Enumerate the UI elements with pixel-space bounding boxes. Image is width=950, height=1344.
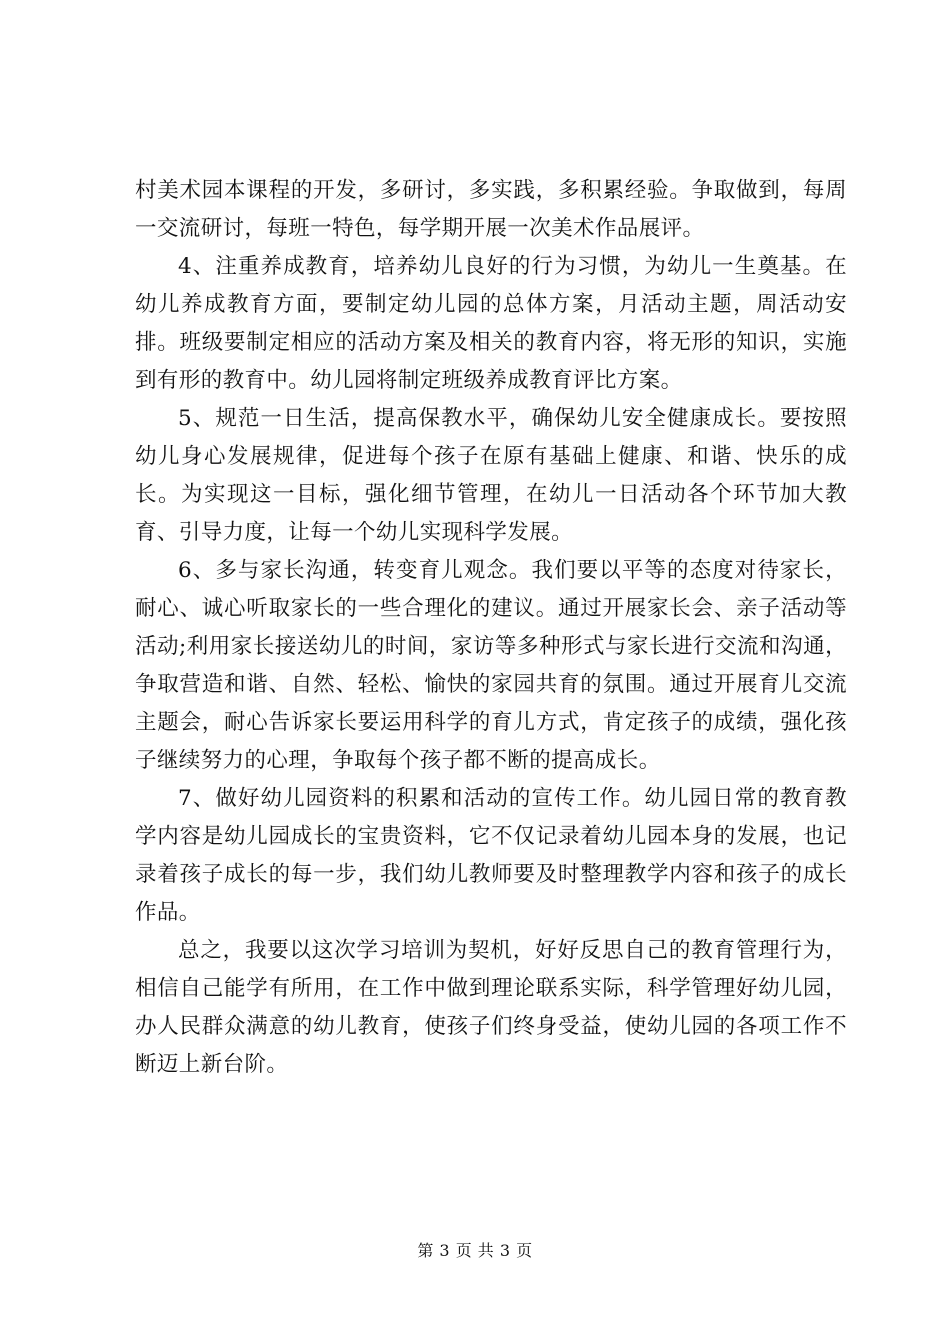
paragraph-item-4: 4、注重养成教育，培养幼儿良好的行为习惯，为幼儿一生奠基。在幼儿养成教育方面，要制定幼儿园的总体方案，月活动主题，周活动安排。班级要制定相应的活动方案及相关的教育内容，将无形的知识，实施到有形的教育中。幼儿园将制定班级养成教育评比方案。: [135, 254, 847, 393]
page-number-label: 第 3 页 共 3 页: [417, 1241, 533, 1260]
page-footer: [0, 1241, 950, 1261]
paragraph-conclusion: 总之，我要以这次学习培训为契机，好好反思自己的教育管理行为，相信自己能学有所用，在工作中做到理论联系实际，科学管理好幼儿园，办人民群众满意的幼儿教育，使孩子们终身受益，使幼儿园的各项工作不断迈上新台阶。: [135, 938, 847, 1077]
paragraph-continuation: 村美术园本课程的开发，多研讨，多实践，多积累经验。争取做到，每周一交流研讨，每班一特色，每学期开展一次美术作品展评。: [135, 178, 847, 241]
paragraph-item-7: 7、做好幼儿园资料的积累和活动的宣传工作。幼儿园日常的教育教学内容是幼儿园成长的宝贵资料，它不仅记录着幼儿园本身的发展，也记录着孩子成长的每一步，我们幼儿教师要及时整理教学内容和孩子的成长作品。: [135, 786, 847, 925]
paragraph-item-6: 6、多与家长沟通，转变育儿观念。我们要以平等的态度对待家长，耐心、诚心听取家长的一些合理化的建议。通过开展家长会、亲子活动等活动;利用家长接送幼儿的时间，家访等多种形式与家长进行交流和沟通，争取营造和谐、自然、轻松、愉快的家园共育的氛围。通过开展育儿交流主题会，耐心告诉家长要运用科学的育儿方式，肯定孩子的成绩，强化孩子继续努力的心理，争取每个孩子都不断的提高成长。: [135, 558, 847, 773]
document-body: [135, 172, 847, 1084]
paragraph-item-5: 5、规范一日生活，提高保教水平，确保幼儿安全健康成长。要按照幼儿身心发展规律，促进每个孩子在原有基础上健康、和谐、快乐的成长。为实现这一目标，强化细节管理，在幼儿一日活动各个环节加大教育、引导力度，让每一个幼儿实现科学发展。: [135, 406, 847, 545]
